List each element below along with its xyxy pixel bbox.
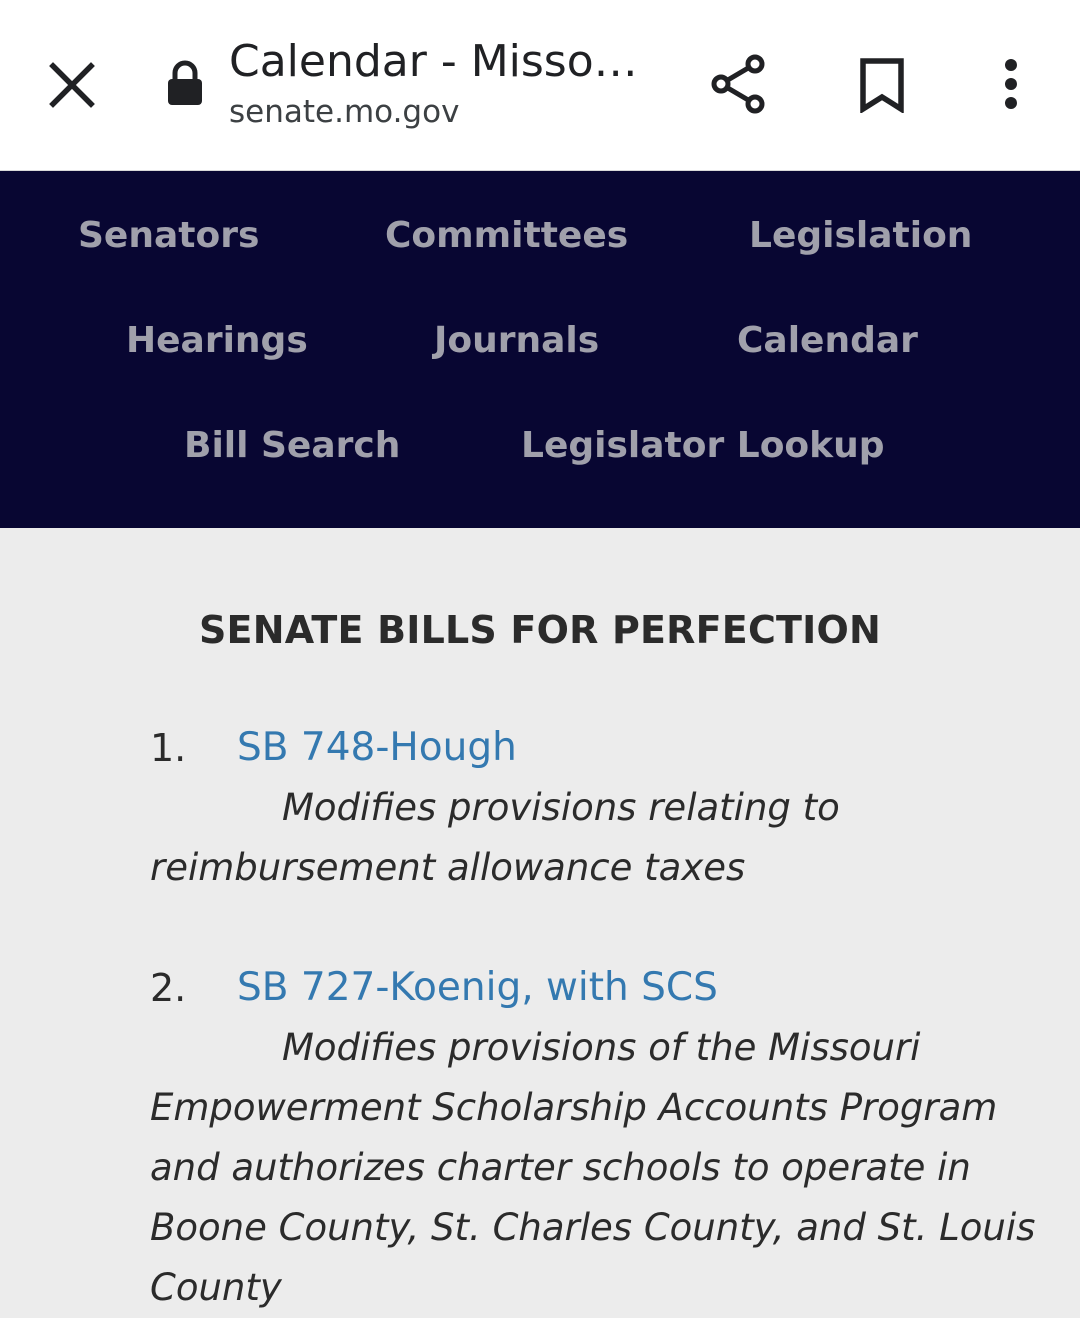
nav-legislation[interactable]: Legislation bbox=[749, 215, 973, 256]
bill-description: Modifies provisions of the Missouri Empowerment Scholarship Accounts Program and authorizes charter schools to operate in Boone County, St. Charles County, and St. Louis County bbox=[150, 1026, 1036, 1309]
bill-number: 2. bbox=[150, 966, 187, 1010]
bill-number: 1. bbox=[150, 726, 187, 770]
bill-item bbox=[150, 958, 1070, 1318]
url-bar[interactable] bbox=[229, 34, 649, 132]
nav-hearings[interactable]: Hearings bbox=[126, 320, 308, 361]
nav-committees[interactable]: Committees bbox=[385, 215, 629, 256]
nav-calendar[interactable]: Calendar bbox=[737, 320, 918, 361]
nav-bill-search[interactable]: Bill Search bbox=[184, 425, 401, 466]
page-domain: senate.mo.gov bbox=[229, 94, 460, 130]
page-title: Calendar - Misso… bbox=[229, 36, 638, 87]
calendar-content bbox=[0, 528, 1080, 1309]
site-nav bbox=[0, 171, 1080, 528]
bill-link[interactable]: SB 727-Koenig, with SCS bbox=[237, 965, 718, 1010]
nav-senators[interactable]: Senators bbox=[78, 215, 260, 256]
browser-toolbar bbox=[0, 0, 1080, 171]
bill-link[interactable]: SB 748-Hough bbox=[237, 725, 517, 770]
nav-legislator-lookup[interactable]: Legislator Lookup bbox=[521, 425, 885, 466]
bill-description: Modifies provisions relating to reimbursement allowance taxes bbox=[150, 786, 840, 889]
section-heading: SENATE BILLS FOR PERFECTION bbox=[198, 608, 881, 652]
more-vert-icon[interactable] bbox=[998, 58, 1024, 110]
bookmark-icon[interactable] bbox=[858, 57, 906, 113]
nav-journals[interactable]: Journals bbox=[434, 320, 600, 361]
close-icon[interactable] bbox=[49, 62, 95, 108]
lock-icon bbox=[166, 60, 204, 106]
bill-item bbox=[150, 718, 1070, 898]
share-icon[interactable] bbox=[709, 54, 767, 114]
